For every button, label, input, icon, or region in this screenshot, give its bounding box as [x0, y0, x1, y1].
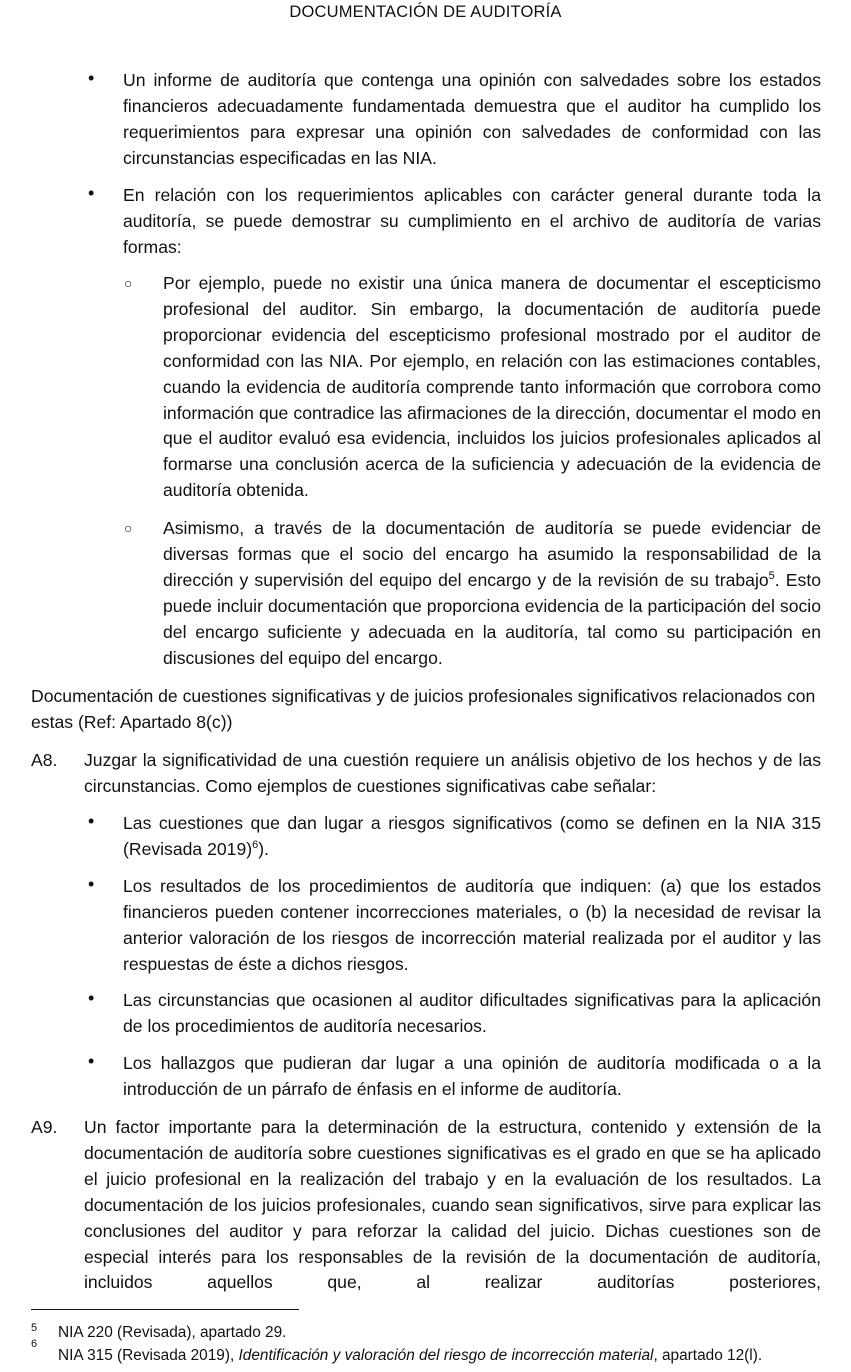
text-segment: , apartado 12(l). [653, 1347, 763, 1364]
footnote-number: 6 [31, 1338, 38, 1350]
paragraph-label: A8. [31, 750, 58, 770]
bullet-symbol: • [88, 874, 95, 894]
sub-bullet-text: Por ejemplo, puede no existir una única manera de documentar el escepticismo profesional del auditor. Sin embargo, la documentación de auditoría puede proporcionar evidencia del escepticismo profesional mostrado por el auditor de conformidad con las NIA. Por ejemplo, en relación con las estimaciones contables, cuando la evidencia de auditoría comprende tanto información que corrobora como información que contradice las afirmaciones de la dirección, documentar el modo en que el auditor evaluó esa evidencia, incluidos los juicios profesionales aplicados al formarse una conclusión acerca de la suficiencia y adecuación de la evidencia de auditoría obtenida. [163, 273, 821, 501]
bullet-symbol: • [88, 183, 95, 203]
text-segment: Asimismo, a través de la documentación de auditoría se puede evidenciar de diversas formas que el socio del encargo ha asumido la responsabilidad de la dirección y supervisión del equipo del encargo y de la revisión de su trabajo [163, 518, 821, 590]
text-segment: NIA 315 (Revisada 2019), [58, 1347, 239, 1364]
document-title-italic: Identificación y valoración del riesgo de incorrección material [238, 1347, 654, 1364]
bullet-text [123, 811, 821, 863]
footnote-ref[interactable]: 5 [768, 569, 775, 582]
footnote-text: NIA 220 (Revisada), apartado 29. [58, 1324, 287, 1341]
bullet-text: Un informe de auditoría que contenga una opinión con salvedades sobre los estados financieros adecuadamente fundamentada demuestra que el auditor ha cumplido los requerimientos para expresar una opinión con salvedades de conformidad con las circunstancias especificadas en las NIA. [123, 70, 821, 168]
paragraph-label: A9. [31, 1117, 58, 1137]
sub-bullet-symbol: ○ [124, 275, 133, 291]
bullet-symbol: • [88, 68, 95, 88]
bullet-text: En relación con los requerimientos aplicables con carácter general durante toda la auditoría, se puede demostrar su cumplimiento en el archivo de auditoría de varias formas: [123, 185, 821, 257]
paragraph-text: Juzgar la significatividad de una cuestión requiere un análisis objetivo de los hechos y de las circunstancias. Como ejemplos de cuestiones significativas cabe señalar: [84, 750, 821, 796]
bullet-text: Las circunstancias que ocasionen al auditor dificultades significativas para la aplicación de los procedimientos de auditoría necesarios. [123, 990, 821, 1036]
text-segment: Las cuestiones que dan lugar a riesgos significativos (como se definen en la NIA 315 (Revisada 2019) [123, 813, 821, 859]
bullet-text: Los resultados de los procedimientos de auditoría que indiquen: (a) que los estados financieros pueden contener incorrecciones materiales, o (b) la necesidad de revisar la anterior valoración de los riesgos de incorrección material realizada por el auditor y las respuestas de éste a dichos riesgos. [123, 876, 821, 974]
section-heading: Documentación de cuestiones significativas y de juicios profesionales significativos relacionados con estas (Ref: Apartado 8(c)) [31, 686, 816, 732]
footnote-text [58, 1346, 762, 1365]
text-segment: . Esto puede incluir documentación que proporciona evidencia de la participación del socio del encargo suficiente y adecuada en la auditoría, tal como su participación en discusiones del equipo del encargo. [163, 569, 822, 668]
bullet-symbol: • [88, 811, 95, 831]
footnote-ref[interactable]: 6 [252, 839, 259, 852]
page-header: DOCUMENTACIÓN DE AUDITORÍA [289, 3, 562, 21]
paragraph-text: Un factor importante para la determinación de la estructura, contenido y extensión de la documentación de auditoría sobre cuestiones significativas es el grado en que se ha aplicado el juicio profesional en la realización del trabajo y en la evaluación de los resultados. La documentación de los juicios profesionales, cuando sean significativos, sirve para explicar las conclusiones del auditor y para reforzar la calidad del juicio. Dichas cuestiones son de especial interés para los responsables de la revisión de la documentación de auditoría, incluidos aquellos que, al realizar auditorías posteriores, [84, 1117, 821, 1293]
sub-bullet-symbol: ○ [124, 520, 133, 536]
bullet-symbol: • [88, 1051, 95, 1071]
text-segment: ). [258, 838, 269, 859]
sub-bullet-text [163, 516, 821, 671]
footnote-divider [31, 1309, 299, 1310]
bullet-symbol: • [88, 988, 95, 1008]
footnote-number: 5 [31, 1322, 38, 1334]
bullet-text: Los hallazgos que pudieran dar lugar a una opinión de auditoría modificada o a la introducción de un párrafo de énfasis en el informe de auditoría. [123, 1053, 821, 1099]
